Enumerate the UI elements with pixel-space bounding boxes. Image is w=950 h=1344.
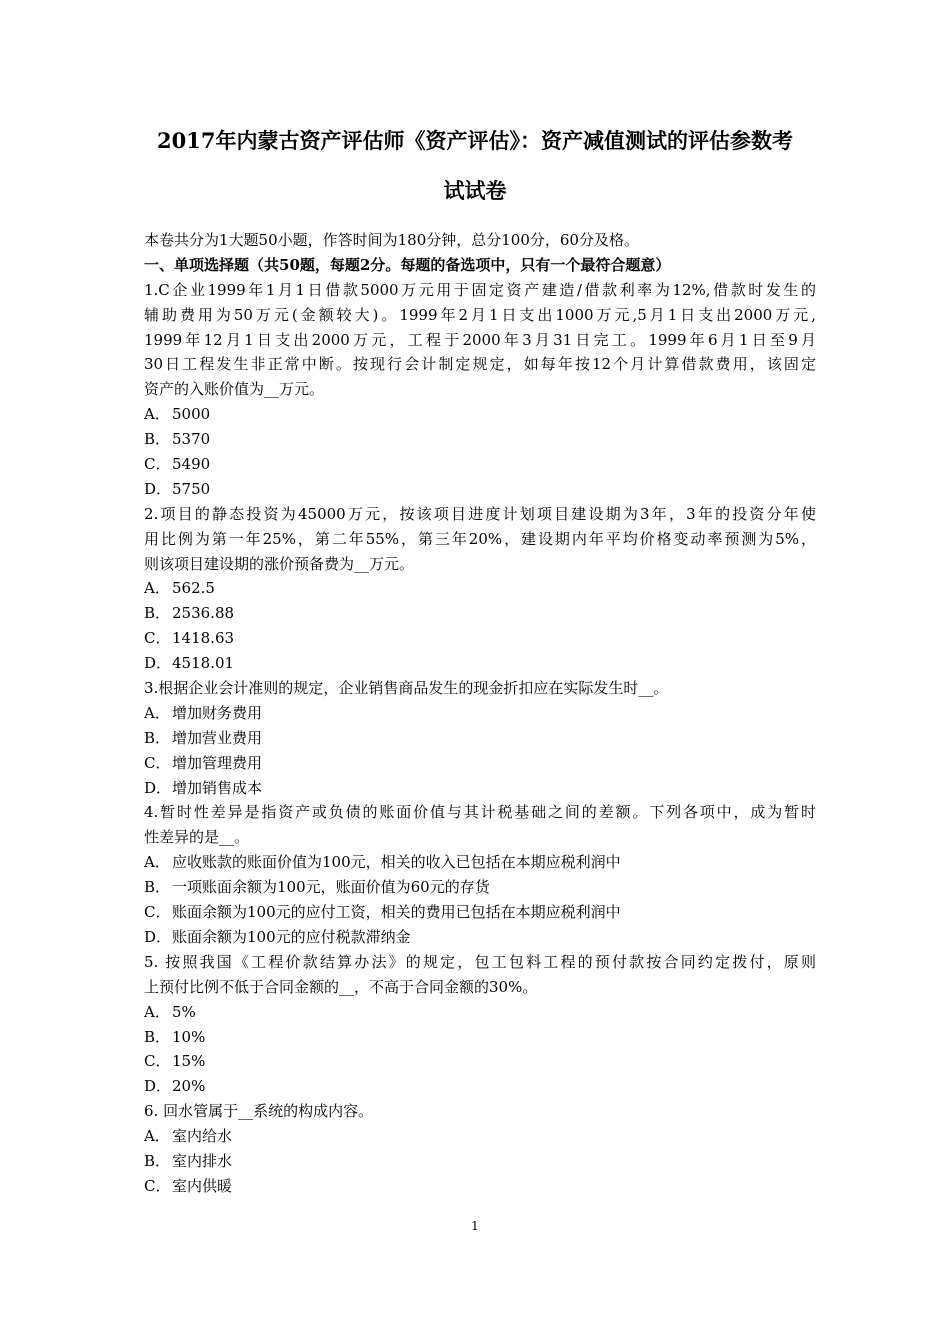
- option-text: 室内供暖: [172, 1176, 233, 1195]
- answer-option: [144, 477, 816, 502]
- option-letter: C．: [144, 753, 171, 772]
- answer-option: [144, 751, 816, 776]
- answer-option: [144, 651, 816, 676]
- option-letter: D．: [144, 778, 172, 797]
- option-text: 账面余额为100元的应付工资，相关的费用已包括在本期应税利润中: [172, 903, 621, 922]
- question-list: [144, 278, 816, 1199]
- answer-option: [144, 1174, 816, 1199]
- option-letter: A．: [144, 1127, 170, 1146]
- option-letter: D．: [144, 927, 172, 946]
- option-letter: C．: [144, 1052, 171, 1071]
- document-body: [144, 228, 816, 1199]
- section-heading: 一、单项选择题（共50题，每题2分。每题的备选项中，只有一个最符合题意）: [144, 255, 671, 274]
- option-letter: C．: [144, 1176, 171, 1195]
- answer-option: [144, 726, 816, 751]
- option-text: 室内排水: [172, 1151, 233, 1170]
- option-letter: C．: [144, 629, 171, 648]
- answer-option: [144, 1025, 816, 1050]
- option-text: 增加营业费用: [172, 728, 263, 747]
- option-letter: B．: [144, 604, 171, 623]
- question-stem-line: 1999年12月1日支出2000万元，工程于2000年3月31日完工。1999年6月1日至9月: [144, 330, 816, 349]
- option-text: 5370: [172, 430, 211, 449]
- option-text: 5000: [172, 405, 211, 424]
- question-block: [144, 800, 816, 949]
- option-letter: C．: [144, 903, 171, 922]
- question-block: [144, 278, 816, 502]
- option-text: 增加销售成本: [172, 778, 263, 797]
- option-text: 5750: [172, 479, 211, 498]
- option-text: 1418.63: [172, 629, 235, 648]
- option-letter: D．: [144, 654, 172, 673]
- answer-option: [144, 925, 816, 950]
- intro-text: 本卷共分为1大题50小题，作答时间为180分钟，总分100分，60分及格。: [144, 231, 639, 249]
- option-text: 2536.88: [172, 604, 235, 623]
- option-letter: B．: [144, 1151, 171, 1170]
- question-stem-line: 6. 回水管属于__系统的构成内容。: [144, 1102, 374, 1121]
- option-letter: C．: [144, 455, 171, 474]
- question-stem-line: 上预付比例不低于合同金额的__，不高于合同金额的30%。: [144, 977, 538, 996]
- option-text: 一项账面余额为100元，账面价值为60元的存货: [172, 878, 490, 897]
- document-title-line-1: 2017年内蒙古资产评估师《资产评估》：资产减值测试的评估参数考: [157, 128, 793, 153]
- question-stem-line: 则该项目建设期的涨价预备费为__万元。: [144, 554, 415, 573]
- answer-option: [144, 875, 816, 900]
- option-letter: A．: [144, 703, 170, 722]
- answer-option: [144, 1149, 816, 1174]
- option-text: 10%: [172, 1027, 206, 1046]
- question-stem-line: 性差异的是__。: [144, 828, 250, 847]
- question-stem-line: 资产的入账价值为__万元。: [144, 380, 325, 399]
- answer-option: [144, 1000, 816, 1025]
- answer-option: [144, 900, 816, 925]
- option-letter: B．: [144, 1027, 171, 1046]
- option-letter: D．: [144, 479, 172, 498]
- answer-option: [144, 601, 816, 626]
- option-text: 增加管理费用: [172, 753, 263, 772]
- question-block: [144, 1099, 816, 1199]
- option-letter: A．: [144, 579, 170, 598]
- option-text: 5%: [172, 1002, 196, 1021]
- question-stem-line: 3.根据企业会计准则的规定，企业销售商品发生的现金折扣应在实际发生时__。: [144, 679, 669, 698]
- option-text: 15%: [172, 1052, 206, 1071]
- option-letter: D．: [144, 1077, 172, 1096]
- question-block: [144, 676, 816, 800]
- answer-option: [144, 576, 816, 601]
- option-text: 562.5: [172, 579, 215, 598]
- answer-option: [144, 776, 816, 801]
- answer-option: [144, 1124, 816, 1149]
- option-letter: B．: [144, 430, 171, 449]
- question-stem-line: 5. 按照我国《工程价款结算办法》的规定，包工包料工程的预付款按合同约定拨付，原则: [144, 952, 816, 971]
- option-letter: B．: [144, 728, 171, 747]
- option-letter: A．: [144, 405, 170, 424]
- document-title-line-2: 试试卷: [443, 178, 507, 203]
- answer-option: [144, 1049, 816, 1074]
- answer-option: [144, 427, 816, 452]
- question-stem-line: 30日工程发生非正常中断。按现行会计制定规定，如每年按12个月计算借款费用，该固定: [144, 355, 816, 374]
- option-text: 室内给水: [172, 1127, 233, 1146]
- answer-option: [144, 850, 816, 875]
- option-text: 20%: [172, 1077, 206, 1096]
- answer-option: [144, 402, 816, 427]
- page-number: 1: [471, 1219, 479, 1233]
- option-letter: A．: [144, 853, 170, 872]
- answer-option: [144, 626, 816, 651]
- question-stem-line: 用比例为第一年25%，第二年55%，第三年20%，建设期内年平均价格变动率预测为5%，: [144, 529, 816, 548]
- option-text: 4518.01: [172, 654, 235, 673]
- question-stem-line: 2.项目的静态投资为45000万元，按该项目进度计划项目建设期为3年，3年的投资分年使: [144, 504, 816, 523]
- question-stem-line: 4.暂时性差异是指资产或负债的账面价值与其计税基础之间的差额。下列各项中，成为暂时: [144, 803, 816, 822]
- question-block: [144, 502, 816, 676]
- answer-option: [144, 452, 816, 477]
- option-letter: B．: [144, 878, 171, 897]
- answer-option: [144, 1074, 816, 1099]
- question-block: [144, 950, 816, 1099]
- option-text: 增加财务费用: [172, 703, 263, 722]
- option-letter: A．: [144, 1002, 170, 1021]
- answer-option: [144, 701, 816, 726]
- option-text: 应收账款的账面价值为100元，相关的收入已包括在本期应税利润中: [172, 853, 621, 872]
- question-stem-line: 1.C企业1999年1月1日借款5000万元用于固定资产建造/借款利率为12%,借款时发生的: [144, 280, 816, 299]
- question-stem-line: 辅助费用为50万元(金额较大)。1999年2月1日支出1000万元,5月1日支出2000万元,: [144, 305, 816, 324]
- option-text: 5490: [172, 455, 211, 474]
- option-text: 账面余额为100元的应付税款滞纳金: [172, 927, 411, 946]
